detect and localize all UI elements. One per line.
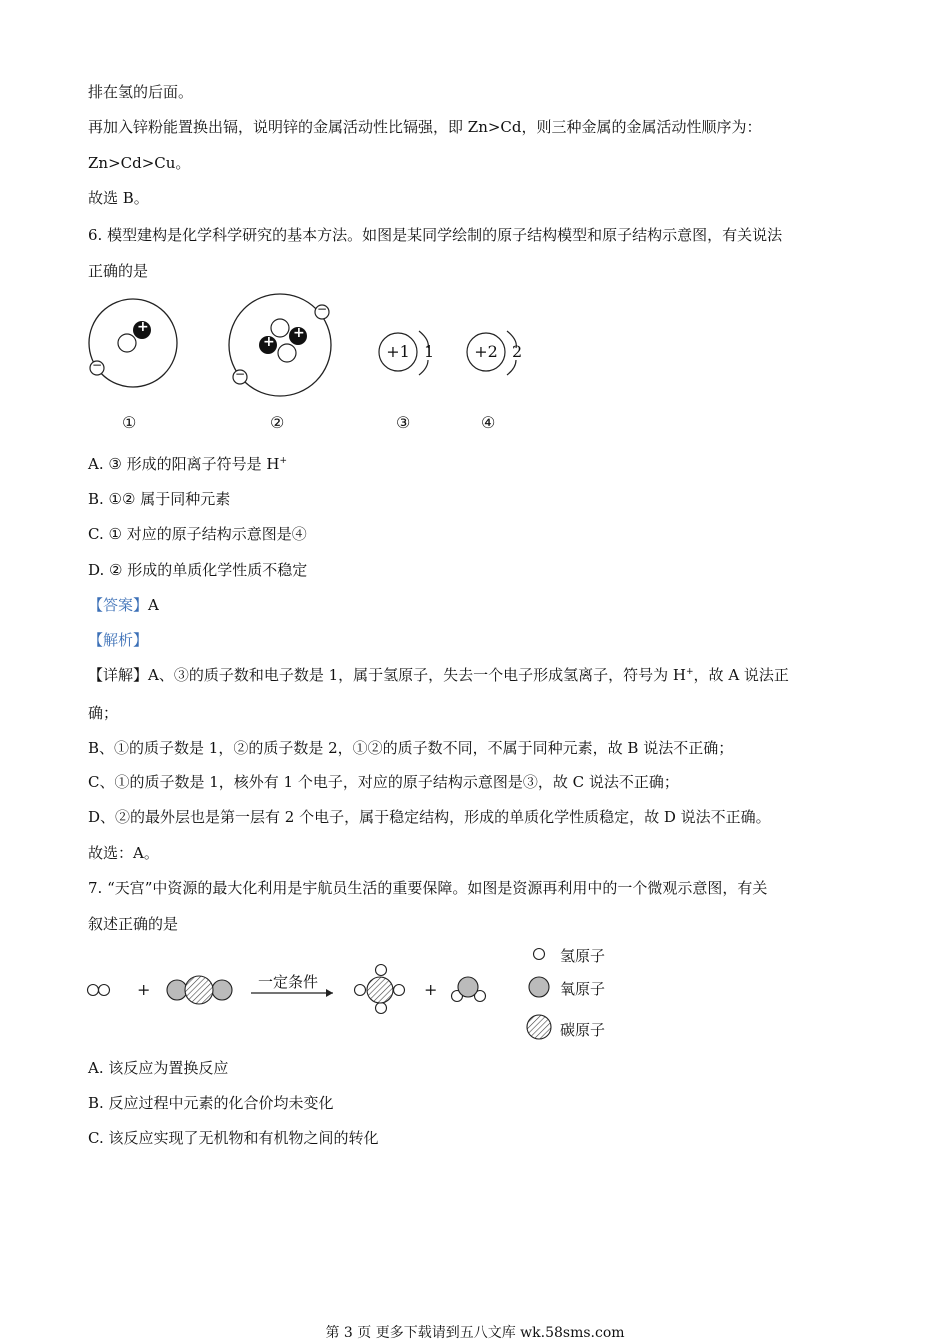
option-c: C. ① 对应的原子结构示意图是④ [88,525,307,543]
answer-bracket: 【答案】 [88,596,149,614]
detail-line: 故选：A。 [88,844,159,862]
proton-plus-sign: + [263,334,275,350]
detail-line: C、①的质子数是 1，核外有 1 个电子，对应的原子结构示意图是③，故 C 说法不正确； [88,773,679,791]
electron-minus-sign: − [92,358,103,372]
text-line: 故选 B。 [88,189,149,207]
question-6-stem-cont: 正确的是 [88,262,149,280]
shell-electron-count: 2 [512,342,523,361]
electron-minus-sign: − [235,367,246,381]
plus-sign: + [424,980,438,999]
figure-label: ④ [481,413,496,432]
figure-label: ① [122,413,137,432]
legend-oxygen: 氧原子 [560,980,606,998]
analysis-heading: 【解析】 [88,631,149,649]
question-7-stem-cont: 叙述正确的是 [88,915,179,933]
proton-plus-sign: + [293,325,305,341]
answer-value: A [148,596,159,614]
question-6-stem: 6. 模型建构是化学科学研究的基本方法。如图是某同学绘制的原子结构模型和原子结构示意图，有关说法 [88,226,783,244]
reaction-diagram [0,0,1,1]
detail-line: D、②的最外层也是第一层有 2 个电子，属于稳定结构，形成的单质化学性质稳定，故 D 说法不正确。 [88,808,771,826]
nucleus-charge: +1 [386,342,410,361]
proton-plus-sign: + [137,319,149,335]
question-7-stem: 7. “天宫”中资源的最大化利用是宇航员生活的重要保障。如图是资源再利用中的一个微观示意图，有关 [88,879,768,897]
legend-carbon: 碳原子 [560,1021,606,1039]
nucleus-charge: +2 [474,342,498,361]
figure-label: ③ [396,413,411,432]
text-line: Zn>Cd>Cu。 [88,154,191,172]
option-b: B. ①② 属于同种元素 [88,490,231,508]
option-a: A. ③ 形成的阳离子符号是 H+ [88,455,287,473]
figure-label: ② [270,413,285,432]
plus-sign: + [137,980,151,999]
page-footer: 第 3 页 更多下载请到五八文库 wk.58sms.com [325,1325,625,1341]
text-line: 排在氢的后面。 [88,83,194,101]
detail-line: B、①的质子数是 1，②的质子数是 2，①②的质子数不同，不属于同种元素，故 B 说法不正确； [88,739,734,757]
option-d: D. ② 形成的单质化学性质不稳定 [88,561,308,579]
option-a: A. 该反应为置换反应 [88,1059,229,1077]
reaction-condition: 一定条件 [258,973,319,991]
option-c: C. 该反应实现了无机物和有机物之间的转化 [88,1129,379,1147]
detail-line: 【详解】A、③的质子数和电子数是 1，属于氢原子，失去一个电子形成氢离子，符号为 H+，故 A 说法正 [88,666,789,684]
answer-line [88,595,159,615]
legend-hydrogen: 氢原子 [560,947,606,965]
text-line: 再加入锌粉能置换出镉，说明锌的金属活动性比镉强，即 Zn>Cd，则三种金属的金属活动性顺序为： [88,118,762,136]
detail-line: 确； [88,704,119,722]
shell-electron-count: 1 [424,342,435,361]
option-b: B. 反应过程中元素的化合价均未变化 [88,1094,334,1112]
electron-minus-sign: − [317,302,328,316]
